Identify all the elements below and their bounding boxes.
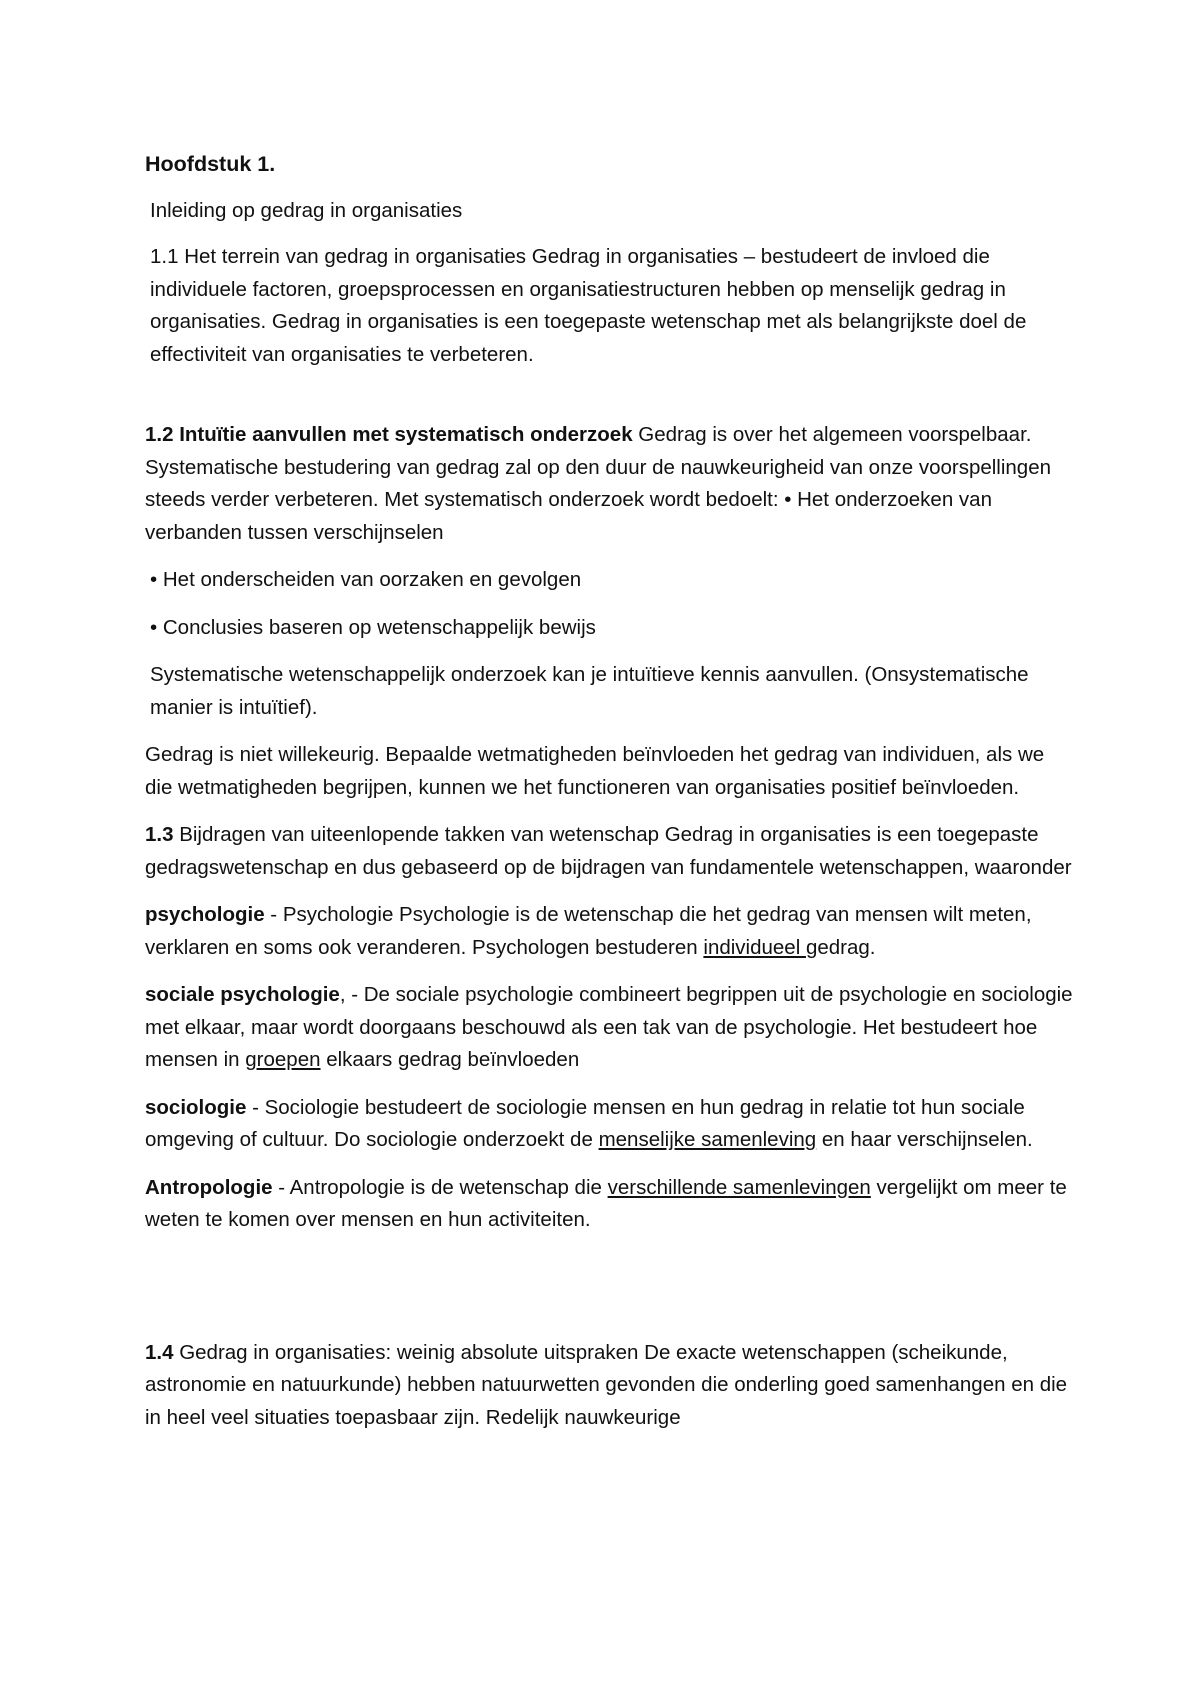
section-1-2-heading: 1.2 Intuïtie aanvullen met systematisch onderzoek <box>145 423 633 446</box>
chapter-title: Hoofdstuk 1. <box>145 152 276 176</box>
term-psychologie-label: psychologie <box>145 903 265 926</box>
term-sociale-psychologie-underline: groepen <box>245 1048 321 1071</box>
term-psychologie-underline: individueel <box>703 935 806 959</box>
term-sociologie-underline: menselijke samenleving <box>598 1128 817 1151</box>
section-1-3-text: Bijdragen van uiteenlopende takken van wetenschap Gedrag in organisaties is een toegepaste gedragswetenschap en dus gebaseerd op de bijdragen van fundamentele wetenschappen, waaronder <box>145 823 1072 879</box>
term-antropologie <box>145 1172 1075 1237</box>
section-1-4-text: Gedrag in organisaties: weinig absolute uitspraken De exacte wetenschappen (scheikunde, astronomie en natuurkunde) hebben natuurwetten gevonden die onderling goed samenhangen en die in heel veel situaties toepasbaar zijn. Redelijk nauwkeurige <box>145 1340 1068 1429</box>
term-sociologie <box>145 1092 1075 1157</box>
term-psychologie <box>145 899 1075 964</box>
term-antropologie-label: Antropologie <box>145 1175 273 1199</box>
term-antropologie-underline: verschillende samenlevingen <box>607 1175 871 1199</box>
term-sociale-psychologie-label: sociale psychologie <box>145 983 340 1006</box>
section-1-2 <box>145 419 1075 549</box>
term-sociologie-end: en haar verschijnselen. <box>816 1128 1033 1151</box>
chapter-subtitle: Inleiding op gedrag in organisaties <box>150 198 463 222</box>
section-1-4-number: 1.4 <box>145 1340 174 1364</box>
term-sociale-psychologie-text: , - De sociale psychologie combineert begrippen uit de psychologie en sociologie met elkaar, maar wordt doorgaans beschouwd als een tak van de psychologie. Het bestudeert hoe mensen in <box>145 983 1073 1071</box>
bullet-conclusies: • Conclusies baseren op wetenschappelijk bewijs <box>150 615 596 639</box>
term-psychologie-end: gedrag. <box>805 935 876 959</box>
paragraph-intuitie: Systematische wetenschappelijk onderzoek kan je intuïtieve kennis aanvullen. (Onsystematische manier is intuïtief). <box>150 663 1029 719</box>
term-sociale-psychologie <box>145 979 1075 1077</box>
term-antropologie-text: - Antropologie is de wetenschap die <box>272 1175 608 1199</box>
term-sociale-psychologie-end: elkaars gedrag beïnvloeden <box>320 1048 580 1071</box>
bullet-oorzaken: • Het onderscheiden van oorzaken en gevolgen <box>150 568 582 591</box>
section-1-3-number: 1.3 <box>145 823 174 846</box>
term-psychologie-text: - Psychologie Psychologie is de wetenschap die het gedrag van mensen wilt meten, verklaren en soms ook veranderen. Psychologen bestuderen <box>145 903 1032 959</box>
term-sociologie-label: sociologie <box>145 1095 247 1119</box>
section-1-4 <box>145 1337 1075 1435</box>
section-1-2-text: Gedrag is over het algemeen voorspelbaar. Systematische bestudering van gedrag zal op den duur de nauwkeurigheid van onze voorspellingen steeds verder verbeteren. Met systematisch onderzoek wordt bedoelt: • Het onderzoeken van verbanden tussen verschijnselen <box>145 423 1052 544</box>
term-antropologie-end: vergelijkt om meer te weten te komen over mensen en hun activiteiten. <box>145 1175 1067 1231</box>
term-sociologie-text: - Sociologie bestudeert de sociologie mensen en hun gedrag in relatie tot hun sociale omgeving of cultuur. Do sociologie onderzoekt de <box>145 1095 1025 1151</box>
paragraph-willekeurig: Gedrag is niet willekeurig. Bepaalde wetmatigheden beïnvloeden het gedrag van individuen, als we die wetmatigheden begrijpen, kunnen we het functioneren van organisaties positief beïnvloeden. <box>145 743 1045 799</box>
section-1-3 <box>145 819 1075 884</box>
section-1-1: 1.1 Het terrein van gedrag in organisaties Gedrag in organisaties – bestudeert de invloed die individuele factoren, groepsprocessen en organisatiestructuren hebben op menselijk gedrag in organisaties. Gedrag in organisaties is een toegepaste wetenschap met als belangrijkste doel de effectiviteit van organisaties te verbeteren. <box>150 245 1027 366</box>
document-body <box>145 148 1075 1449</box>
